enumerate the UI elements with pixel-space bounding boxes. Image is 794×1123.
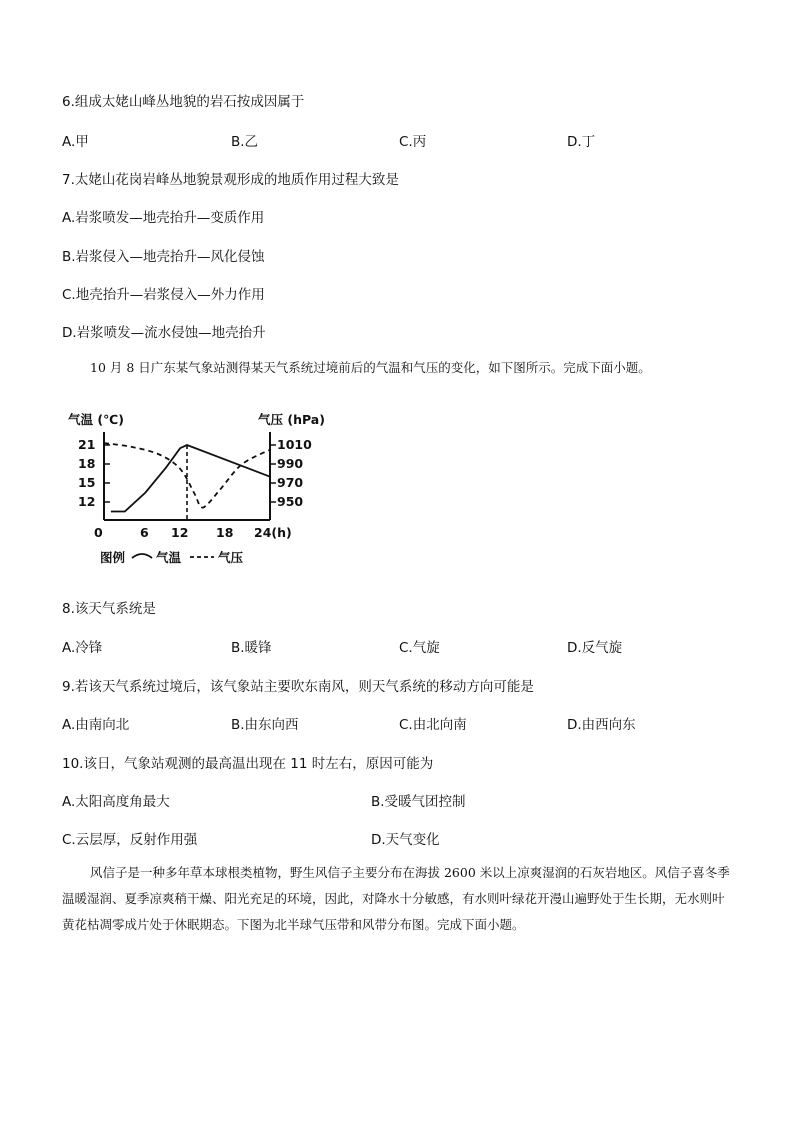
q10-option-a[interactable]: A.太阳高度角最大 <box>62 794 170 810</box>
q10-option-d[interactable]: D.天气变化 <box>371 832 440 848</box>
y-right-tick-label: 970 <box>277 475 304 490</box>
q10-option-b[interactable]: B.受暖气团控制 <box>371 794 466 810</box>
q10-option-c[interactable]: C.云层厚，反射作用强 <box>62 832 198 848</box>
x-axis-label: 24(h) <box>254 525 292 540</box>
y-right-tick-label: 1010 <box>277 437 312 452</box>
x-tick-label: 6 <box>140 525 149 540</box>
q7-option-c[interactable]: C.地壳抬升—岩浆侵入—外力作用 <box>62 287 265 303</box>
x-axis-ticks <box>94 525 292 540</box>
q8-option-d[interactable]: D.反气旋 <box>567 640 623 656</box>
x-tick-label: 0 <box>94 525 103 540</box>
q7-option-a[interactable]: A.岩浆喷发—地壳抬升—变质作用 <box>62 210 265 226</box>
temperature-pressure-chart <box>64 402 354 572</box>
q6-option-c[interactable]: C.丙 <box>399 134 427 150</box>
q7-option-b[interactable]: B.岩浆侵入—地壳抬升—风化侵蚀 <box>62 249 265 265</box>
question-7-stem: 7.太姥山花岗岩峰丛地貌景观形成的地质作用过程大致是 <box>62 172 399 188</box>
q9-option-c[interactable]: C.由北向南 <box>399 717 467 733</box>
q6-option-b[interactable]: B.乙 <box>231 134 259 150</box>
passage-weather-text: 10 月 8 日广东某气象站测得某天气系统过境前后的气温和气压的变化，如下图所示。完成下面小题。 <box>90 360 651 375</box>
question-9-stem: 9.若该天气系统过境后，该气象站主要吹东南风，则天气系统的移动方向可能是 <box>62 679 534 695</box>
x-tick-label: 18 <box>216 525 234 540</box>
y-left-tick-label: 15 <box>78 475 96 490</box>
legend-temp-symbol <box>132 554 152 558</box>
passage-hyacinth-text: 风信子是一种多年草本球根类植物，野生风信子主要分布在海拔 2600 米以上凉爽湿润的石灰岩地区。风信子喜冬季温暖湿润、夏季凉爽稍干燥、阳光充足的环境，因此，对降水十分敏感，有水则叶绿花开漫山遍野处于生长期，无水则叶黄花枯凋零成片处于休眠期态。下图为北半球气压带和风带分布图。完成下面小题。 <box>62 865 730 932</box>
q9-option-b[interactable]: B.由东向西 <box>231 717 299 733</box>
q8-option-a[interactable]: A.冷锋 <box>62 640 103 656</box>
y-left-tick-label: 18 <box>78 456 96 471</box>
q8-option-b[interactable]: B.暖锋 <box>231 640 272 656</box>
chart-left-axis-label: 气温 (℃) <box>68 412 124 427</box>
q9-option-a[interactable]: A.由南向北 <box>62 717 130 733</box>
q6-option-d[interactable]: D.丁 <box>567 134 596 150</box>
left-axis-ticks <box>78 437 110 509</box>
q6-option-a[interactable]: A.甲 <box>62 134 89 150</box>
x-tick-label: 12 <box>171 525 189 540</box>
passage-weather <box>62 355 734 381</box>
question-6-stem: 6.组成太姥山峰丛地貌的岩石按成因属于 <box>62 94 305 110</box>
question-10-stem: 10.该日，气象站观测的最高温出现在 11 时左右，原因可能为 <box>62 756 434 772</box>
y-right-tick-label: 990 <box>277 456 304 471</box>
legend-title: 图例 <box>100 550 126 565</box>
legend-temp-label: 气温 <box>156 550 182 565</box>
question-8-stem: 8.该天气系统是 <box>62 601 156 617</box>
q9-option-d[interactable]: D.由西向东 <box>567 717 636 733</box>
chart-right-axis-label: 气压 (hPa) <box>258 412 325 427</box>
y-left-tick-label: 12 <box>78 494 96 509</box>
q7-option-d[interactable]: D.岩浆喷发—流水侵蚀—地壳抬升 <box>62 325 266 341</box>
y-right-tick-label: 950 <box>277 494 304 509</box>
q8-option-c[interactable]: C.气旋 <box>399 640 440 656</box>
y-left-tick-label: 21 <box>78 437 96 452</box>
temperature-series-line <box>111 445 270 512</box>
legend-pressure-label: 气压 <box>218 550 244 565</box>
passage-hyacinth <box>62 860 734 938</box>
right-axis-ticks <box>270 437 312 509</box>
